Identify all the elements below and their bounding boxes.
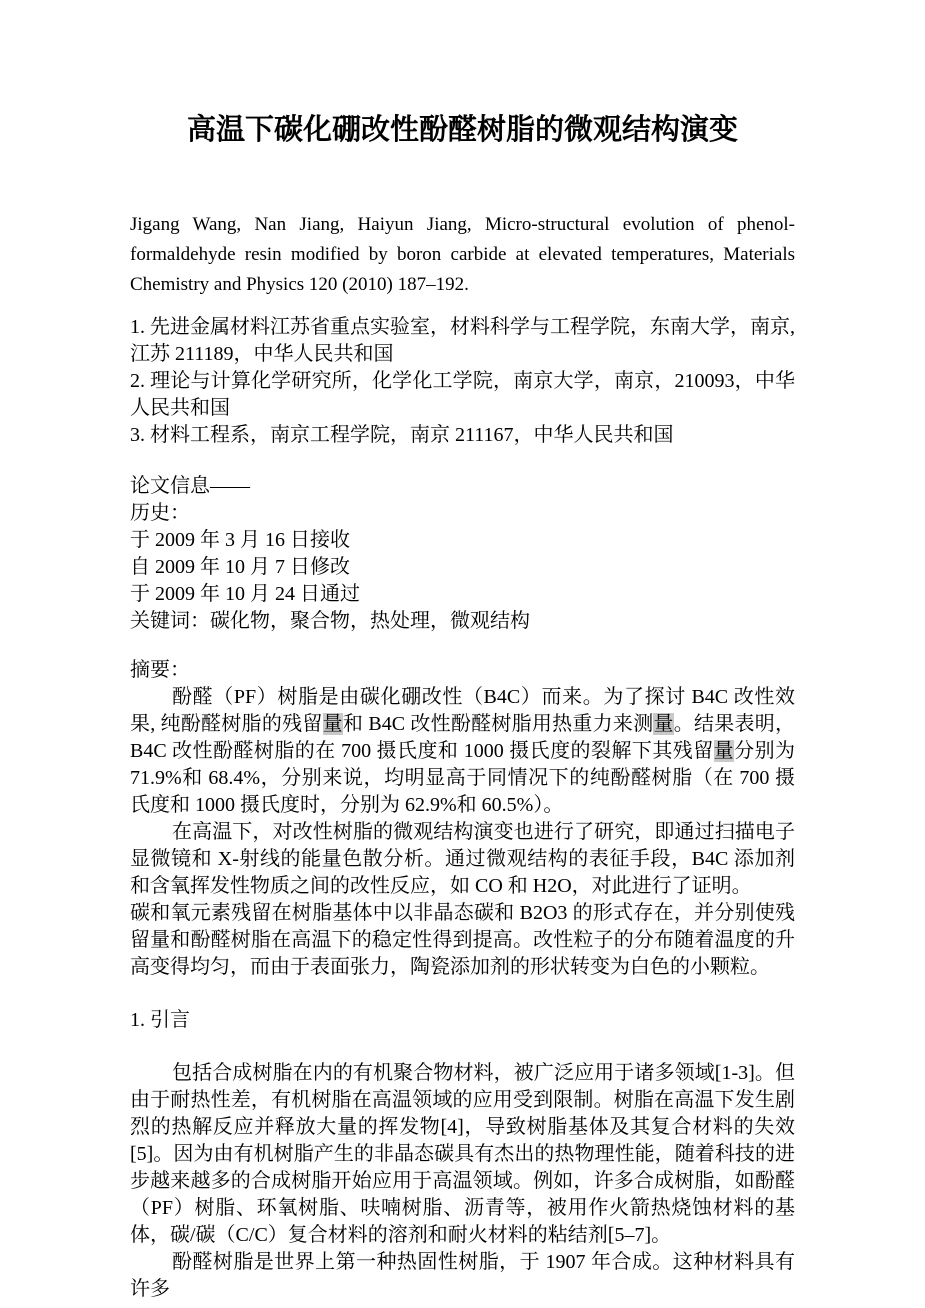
grammar-highlight: 量 bbox=[653, 713, 674, 735]
text-run: 和 B4C 改性酚醛树脂用热重力来测 bbox=[342, 713, 654, 735]
grammar-highlight: 量 bbox=[713, 740, 735, 762]
citation-reference: Jigang Wang, Nan Jiang, Haiyun Jiang, Micro-structural evolution of phenol-formaldehyde resin modified by boron carbide at elevated temperatures, Materials Chemistry and Physics 120 (2010) 187–192. bbox=[130, 214, 795, 295]
section-heading-introduction: 1. 引言 bbox=[130, 1009, 190, 1031]
text-run: 分别为 71.9%和 68.4%，分别来说，均明显高于同情况下的纯酚醛树脂（在 700 摄氏度和 1000 摄氏度时，分别为 62.9%和 60.5%）。 bbox=[130, 740, 796, 816]
affiliation-item-3: 3. 材料工程系，南京工程学院，南京 211167，中华人民共和国 bbox=[130, 424, 674, 446]
abstract-section bbox=[130, 657, 795, 981]
introduction-paragraph-2: 酚醛树脂是世界上第一种热固性树脂，于 1907 年合成。这种材料具有许多 bbox=[130, 1251, 795, 1300]
keywords-line: 关键词：碳化物，聚合物，热处理，微观结构 bbox=[130, 610, 530, 632]
paper-info-block bbox=[130, 473, 795, 635]
affiliation-list bbox=[130, 314, 795, 449]
abstract-paragraph-2: 在高温下，对改性树脂的微观结构演变也进行了研究，即通过扫描电子显微镜和 X-射线的能量色散分析。通过微观结构的表征手段，B4C 添加剂和含氧挥发性物质之间的改性反应，如 CO 和 H2O，对此进行了证明。 bbox=[130, 821, 795, 897]
affiliation-item-1: 1. 先进金属材料江苏省重点实验室，材料科学与工程学院，东南大学，南京,江苏 211189，中华人民共和国 bbox=[130, 316, 795, 365]
grammar-highlight: 量 bbox=[322, 713, 343, 735]
paper-title: 高温下碳化硼改性酚醛树脂的微观结构演变 bbox=[186, 114, 738, 146]
history-revised: 自 2009 年 10 月 7 日修改 bbox=[130, 556, 350, 578]
paper-info-header: 论文信息—— bbox=[130, 475, 250, 497]
text-run: 酚醛（PF）树脂是由碳化硼改性（B4C）而来。为了探讨 B4C 改性效果, 纯酚醛树脂的残留 bbox=[130, 686, 795, 735]
history-received: 于 2009 年 3 月 16 日接收 bbox=[130, 529, 350, 551]
history-label: 历史： bbox=[130, 502, 190, 524]
abstract-label: 摘要： bbox=[130, 659, 190, 681]
text-run: 。结果表明，B4C 改性酚醛树脂的在 700 摄氏度和 1000 摄氏度的裂解下其残留 bbox=[130, 713, 796, 762]
introduction-paragraph-1: 包括合成树脂在内的有机聚合物材料，被广泛应用于诸多领域[1-3]。但由于耐热性差，有机树脂在高温领域的应用受到限制。树脂在高温下发生剧烈的热解反应并释放大量的挥发物[4]，导致树脂基体及其复合材料的失效[5]。因为由有机树脂产生的非晶态碳具有杰出的热物理性能，随着科技的进步越来越多的合成树脂开始应用于高温领域。例如，许多合成树脂，如酚醛（PF）树脂、环氧树脂、呋喃树脂、沥青等，被用作火箭热烧蚀材料的基体，碳/碳（C/C）复合材料的溶剂和耐火材料的粘结剂[5–7]。 bbox=[130, 1062, 795, 1246]
abstract-paragraph-1 bbox=[130, 684, 795, 819]
history-accepted: 于 2009 年 10 月 24 日通过 bbox=[130, 583, 360, 605]
affiliation-item-2: 2. 理论与计算化学研究所，化学化工学院，南京大学，南京，210093，中华人民共和国 bbox=[130, 370, 795, 419]
abstract-paragraph-3: 碳和氧元素残留在树脂基体中以非晶态碳和 B2O3 的形式存在，并分别使残留量和酚醛树脂在高温下的稳定性得到提高。改性粒子的分布随着温度的升高变得均匀，而由于表面张力，陶瓷添加剂的形状转变为白色的小颗粒。 bbox=[130, 902, 795, 978]
